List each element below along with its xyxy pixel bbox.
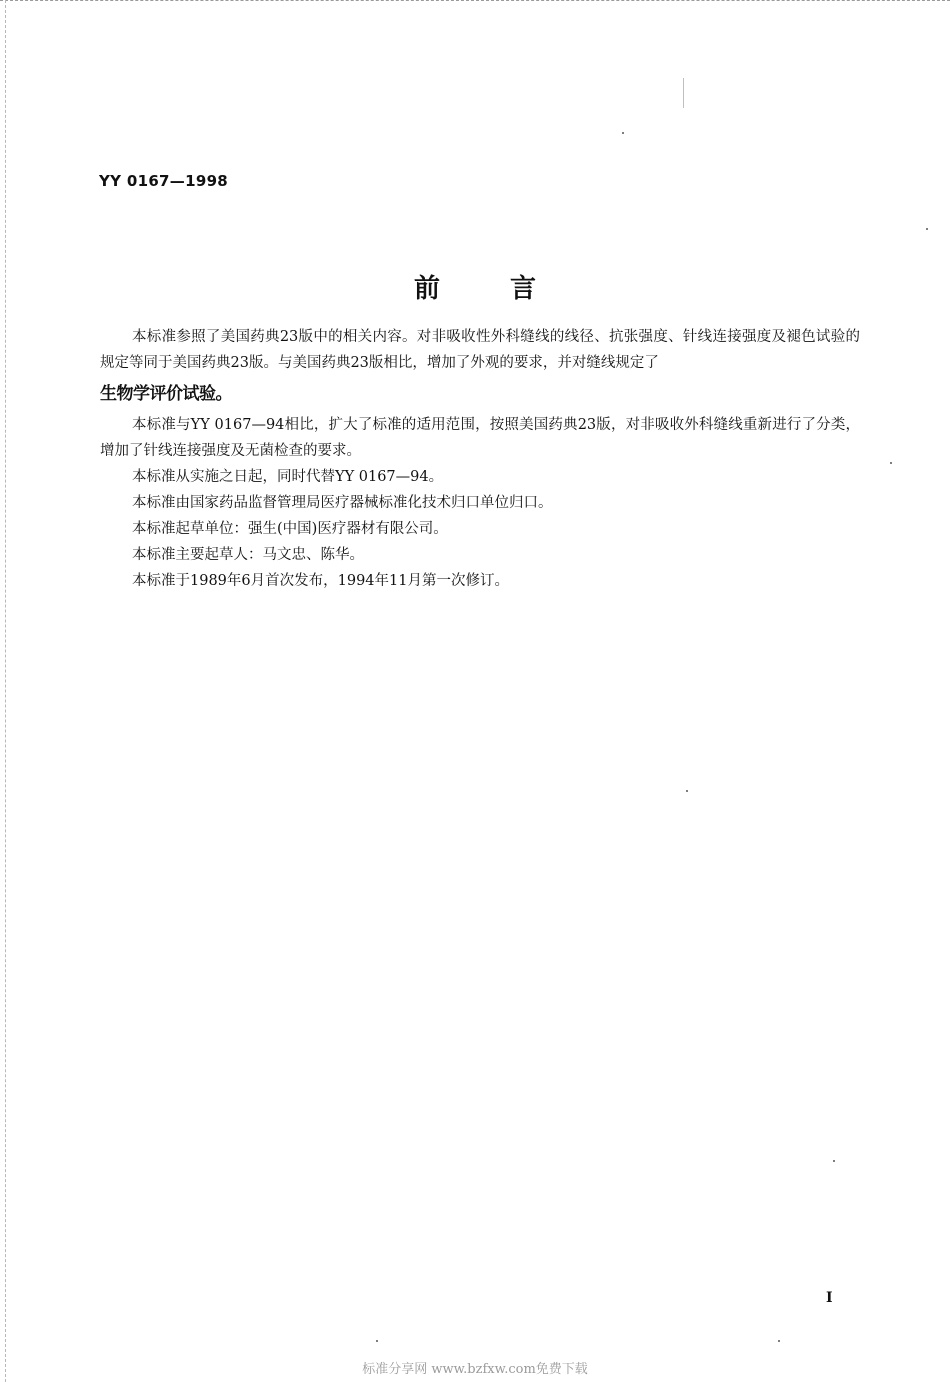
scan-speck — [622, 132, 624, 134]
footer-watermark: 标准分享网 www.bzfxw.com免费下载 — [362, 1362, 588, 1377]
paragraph-2: 本标准与YY 0167—94相比，扩大了标准的适用范围，按照美国药典23版，对非吸收外科缝线重新进行了分类，增加了针线连接强度及无菌检查的要求。 — [100, 417, 860, 459]
paragraph-1-tail: 生物学评价试验。 — [100, 384, 232, 404]
scan-speck — [890, 462, 892, 464]
preface-body — [100, 324, 860, 594]
paragraph-6: 本标准主要起草人：马文忠、陈华。 — [132, 547, 364, 563]
scan-speck — [778, 1340, 780, 1342]
scan-speck — [686, 790, 688, 792]
paragraph-3: 本标准从实施之日起，同时代替YY 0167—94。 — [132, 469, 444, 485]
paragraph-1 — [100, 324, 860, 412]
scan-speck — [833, 1160, 835, 1162]
page-title: 前言 — [413, 274, 606, 304]
standard-code: YY 0167—1998 — [99, 172, 229, 190]
paragraph-7: 本标准于1989年6月首次发布，1994年11月第一次修订。 — [132, 573, 509, 589]
paragraph-5: 本标准起草单位：强生(中国)医疗器材有限公司。 — [132, 521, 448, 537]
paragraph-1-text: 本标准参照了美国药典23版中的相关内容。对非吸收性外科缝线的线径、抗张强度、针线连接强度及褪色试验的规定等同于美国药典23版。与美国药典23版相比，增加了外观的要求，并对缝线规定了 — [100, 329, 860, 371]
scan-border-top — [0, 0, 950, 3]
scan-speck — [926, 228, 928, 230]
scan-speck — [376, 1340, 378, 1342]
paragraph-4: 本标准由国家药品监督管理局医疗器械标准化技术归口单位归口。 — [132, 495, 553, 511]
page-number: I — [826, 1290, 833, 1306]
scan-border-left — [5, 0, 6, 1382]
scan-mark — [683, 78, 684, 108]
